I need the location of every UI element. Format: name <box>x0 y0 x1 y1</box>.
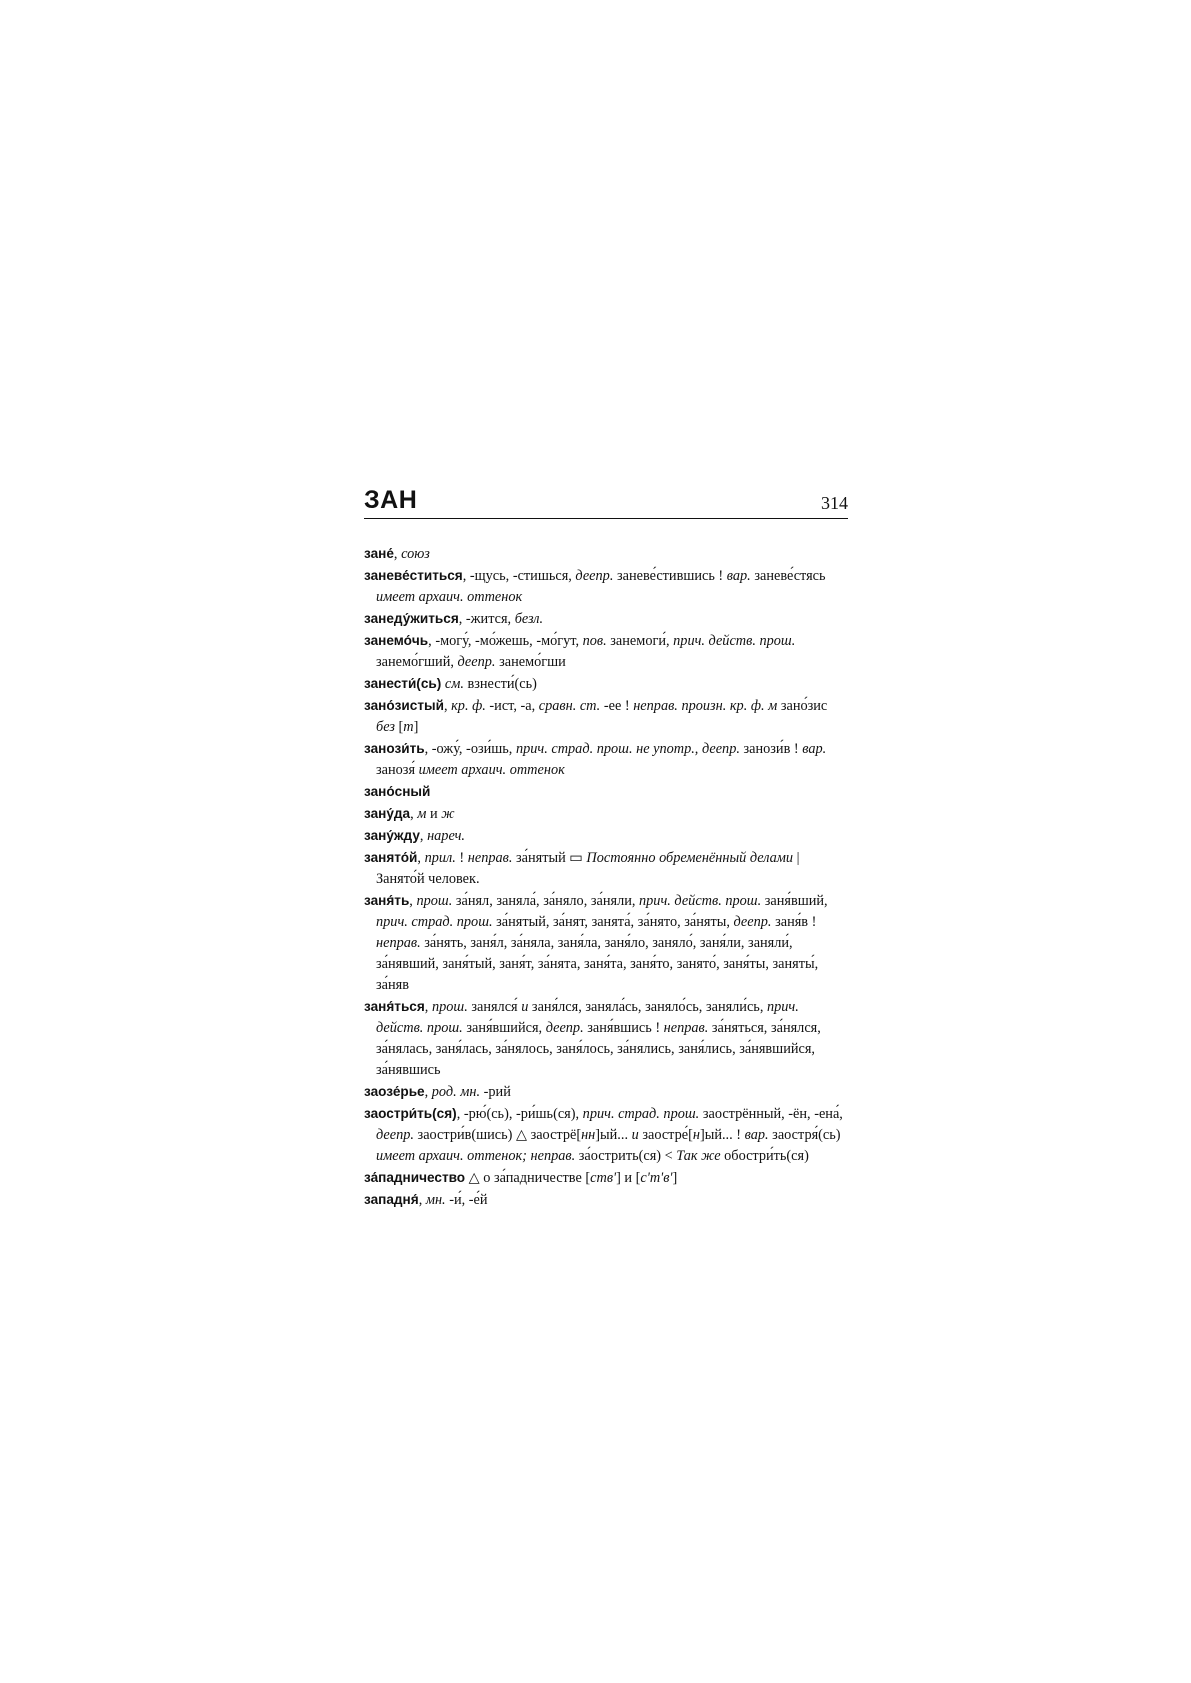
entry-headword: зане́ <box>364 546 394 561</box>
entry-label: Так же <box>676 1148 721 1164</box>
entry-text: , <box>443 698 452 714</box>
entry-label: союз <box>401 546 430 562</box>
entry-label: прил. <box>424 850 456 866</box>
entry-text: заневе́стившись ! <box>613 568 727 584</box>
entry-label: деепр. <box>376 1127 414 1143</box>
dictionary-entry <box>364 825 848 847</box>
entry-label: без <box>376 719 395 735</box>
entry-headword: заня́ться <box>364 999 425 1014</box>
entry-label: вар. <box>744 1127 769 1143</box>
entry-label: неправ. <box>663 1020 709 1036</box>
entry-label: род. мн. <box>431 1084 481 1100</box>
entry-label: прич. страд. прош. не употр., деепр. <box>515 741 740 757</box>
entry-text: , -могу́, -мо́жешь, -мо́гут, <box>428 633 583 649</box>
entry-headword: занято́й <box>364 850 418 865</box>
entry-text: за́острить(ся) < <box>575 1148 677 1164</box>
dictionary-entry <box>364 890 848 996</box>
entry-text: ] и [ <box>616 1170 641 1186</box>
entry-text: , <box>393 546 402 562</box>
entry-headword: заневе́ститься <box>364 568 463 583</box>
entry-text: заня́вшись ! <box>583 1020 664 1036</box>
entry-label: прич. страд. прош. <box>376 914 493 930</box>
entry-label: м <box>417 806 427 822</box>
entry-label: имеет архаич. оттенок <box>376 589 523 605</box>
dictionary-entry <box>364 673 848 695</box>
entry-text: , <box>410 806 418 822</box>
entry-label: неправ. <box>467 850 513 866</box>
entry-text: , <box>417 850 425 866</box>
entry-text: -рий <box>480 1084 511 1100</box>
entry-text: , <box>424 1084 432 1100</box>
entry-headword: занести́(сь) <box>364 676 442 691</box>
entry-label: нареч. <box>427 828 466 844</box>
entry-label: вар. <box>726 568 751 584</box>
entry-text: заня́в ! <box>771 914 817 930</box>
entry-headword: западня́ <box>364 1192 419 1207</box>
dictionary-entry <box>364 781 848 803</box>
entry-label: сравн. ст. <box>538 698 601 714</box>
entry-label: прош. <box>416 893 453 909</box>
dictionary-entry <box>364 630 848 673</box>
entry-label: деепр. <box>575 568 614 584</box>
dictionary-entry <box>364 608 848 630</box>
entry-headword: занози́ть <box>364 741 425 756</box>
entry-text: занялся́ <box>467 999 522 1015</box>
entry-label: имеет архаич. оттенок <box>418 762 565 778</box>
entry-label: ж <box>441 806 455 822</box>
entry-text: заостря́(сь) <box>768 1127 841 1143</box>
dictionary-entry <box>364 695 848 738</box>
running-head <box>364 482 848 518</box>
entry-text: -и́, -е́й <box>445 1192 488 1208</box>
dictionary-entry <box>364 543 848 565</box>
entry-label: мн. <box>425 1192 446 1208</box>
entry-text: занозя́ <box>376 762 419 778</box>
entry-text: занози́в ! <box>739 741 803 757</box>
entry-label: и <box>631 1127 639 1143</box>
entry-headword: занеду́житься <box>364 611 459 626</box>
entry-text: -ист, -а, <box>485 698 539 714</box>
entry-label: деепр. <box>733 914 772 930</box>
entry-text: ] <box>672 1170 678 1186</box>
entry-label: деепр. <box>545 1020 584 1036</box>
entry-text: занемо́гши <box>495 654 566 670</box>
dictionary-entry <box>364 1081 848 1103</box>
entry-text: заневе́стясь <box>750 568 826 584</box>
entry-label: с'т'в' <box>640 1170 673 1186</box>
entry-text: заострённый, -ён, -ена́, <box>699 1106 843 1122</box>
entry-label: т <box>403 719 414 735</box>
entry-text: , <box>418 1192 426 1208</box>
entry-headword: зано́зистый <box>364 698 444 713</box>
entry-label: неправ. <box>376 935 421 951</box>
dictionary-entry <box>364 996 848 1081</box>
entry-text: занемо́гший, <box>376 654 458 670</box>
entry-label: прич. действ. прош. <box>376 999 799 1036</box>
entry-headword: зано́сный <box>364 784 431 799</box>
entry-label: и <box>521 999 529 1015</box>
header-rule <box>364 518 848 519</box>
dictionary-entry <box>364 1103 848 1167</box>
dictionary-entry <box>364 803 848 825</box>
dictionary-entry <box>364 1167 848 1189</box>
entry-text: , -ожу́, -ози́шь, <box>424 741 516 757</box>
entry-text: ]ый... <box>595 1127 632 1143</box>
entry-label: пов. <box>582 633 607 649</box>
entry-label: неправ. произн. кр. ф. м <box>633 698 778 714</box>
entry-headword: зану́жду <box>364 828 420 843</box>
entry-text: зано́зис <box>777 698 828 714</box>
entry-text: заостри́в(шись) △ заострё[ <box>413 1127 582 1143</box>
entry-text: заня́вший, <box>761 893 828 909</box>
entry-label: н <box>692 1127 700 1143</box>
entry-headword: зану́да <box>364 806 411 821</box>
entry-text: за́няться, за́нялся, за́нялась, заня́лась, за́нялось, заня́лось, за́нялись, заня́лись, за́нявшийся, за́нявшись <box>376 1020 821 1078</box>
entry-list <box>364 543 848 1211</box>
dictionary-entry <box>364 847 848 890</box>
entry-text: , -жится, <box>458 611 515 627</box>
entry-label: прич. действ. прош. <box>639 893 762 909</box>
entry-headword: заня́ть <box>364 893 410 908</box>
entry-label: кр. ф. <box>451 698 486 714</box>
entry-label: имеет архаич. оттенок; неправ. <box>376 1148 576 1164</box>
entry-label: деепр. <box>457 654 496 670</box>
entry-label: вар. <box>802 741 827 757</box>
entry-text: | Занято́й человек. <box>376 850 800 887</box>
dictionary-page <box>364 482 848 1211</box>
entry-label: прич. страд. прош. <box>582 1106 700 1122</box>
entry-text: заня́вшийся, <box>462 1020 546 1036</box>
entry-headword: занемо́чь <box>364 633 429 648</box>
entry-headword: заозе́рье <box>364 1084 425 1099</box>
entry-text: за́нятый, за́нят, занята́, за́нято, за́няты, <box>492 914 734 930</box>
entry-label: безл. <box>514 611 544 627</box>
entry-text: и <box>426 806 442 822</box>
entry-text: , <box>424 999 432 1015</box>
entry-text: занемоги́, <box>606 633 674 649</box>
dictionary-entry <box>364 1189 848 1211</box>
entry-text: ] <box>413 719 419 735</box>
entry-label: прич. действ. прош. <box>673 633 796 649</box>
dictionary-entry <box>364 738 848 781</box>
entry-text: заня́лся, заняла́сь, заняло́сь, заняли́сь, <box>528 999 767 1015</box>
entry-label: ств' <box>590 1170 617 1186</box>
entry-headword: за́падничество <box>364 1170 466 1185</box>
entry-label: Постоянно обременённый делами <box>586 850 794 866</box>
entry-text: за́нять, заня́л, за́няла, заня́ла, заня́ло, заняло́, заня́ли, заняли́, за́нявший, заня́тый, заня́т, за́нята, заня́та, заня́то, занято́, заня́ты, заняты́, за́няв <box>376 935 819 993</box>
entry-headword: заостри́ть(ся) <box>364 1106 457 1121</box>
entry-text: за́нял, заняла́, за́няло, за́няли, <box>452 893 639 909</box>
running-head-word: ЗАН <box>364 486 418 514</box>
entry-label: прош. <box>431 999 468 1015</box>
entry-text: обостри́ть(ся) <box>720 1148 809 1164</box>
page-number: 314 <box>821 493 848 513</box>
entry-text: заостре́[ <box>638 1127 693 1143</box>
entry-text: , <box>419 828 428 844</box>
entry-text: ]ый... ! <box>699 1127 745 1143</box>
entry-text: [ <box>394 719 404 735</box>
entry-text: , -щусь, -стишься, <box>462 568 576 584</box>
entry-text: , <box>409 893 417 909</box>
entry-label: нн <box>581 1127 596 1143</box>
entry-text: -ее ! <box>600 698 634 714</box>
entry-text: ! <box>455 850 468 866</box>
dictionary-entry <box>364 565 848 608</box>
entry-text: взнести́(сь) <box>463 676 537 692</box>
entry-text: за́нятый ▭ <box>512 850 587 866</box>
entry-text: △ о за́падничестве [ <box>465 1170 591 1186</box>
entry-label: см. <box>444 676 464 692</box>
entry-text: , -рю́(сь), -ри́шь(ся), <box>456 1106 583 1122</box>
